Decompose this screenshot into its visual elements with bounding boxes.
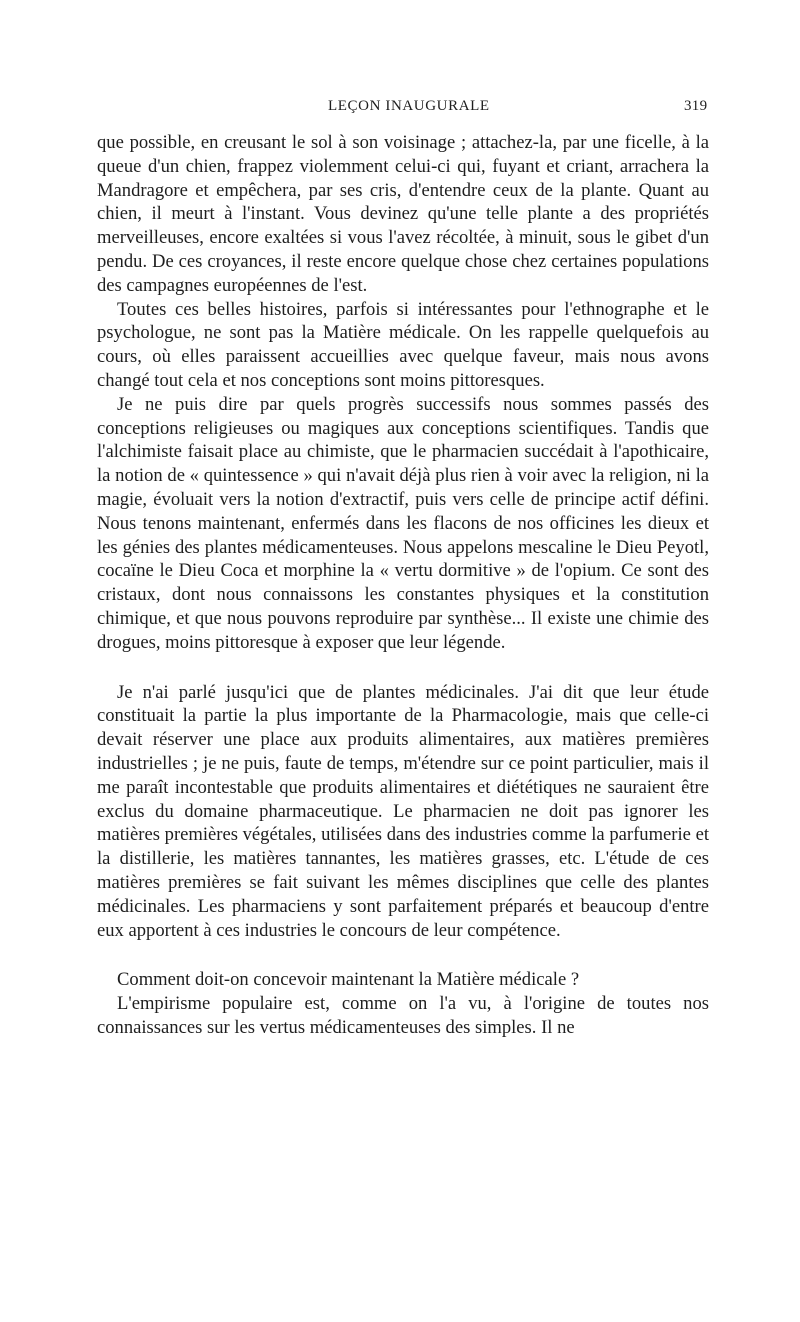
running-title: LEÇON INAUGURALE [328,98,490,114]
paragraph: Je n'ai parlé jusqu'ici que de plantes médicinales. J'ai dit que leur étude constituait la partie la plus importante de la Pharmacologie, mais que celle-ci devait réserver une place aux produits alimentaires, aux matières premières industrielles ; je ne puis, faute de temps, m'étendre sur ce point particulier, mais il me paraît incontestable que produits alimentaires et diététiques ne sauraient être exclus du domaine pharmaceutique. Le pharmacien ne doit pas ignorer les matières premières végétales, utilisées dans des industries comme la parfumerie et la distillerie, les matières tannantes, les matières grasses, etc. L'étude de ces matières premières se fait suivant les mêmes disciplines que celle des plantes médicinales. Les pharmaciens y sont parfaitement préparés et beaucoup d'entre eux apportent à ces industries le concours de leur compétence. [97,681,709,941]
body-text [97,131,709,1040]
paragraph: que possible, en creusant le sol à son voisinage ; attachez-la, par une ficelle, à la queue d'un chien, frappez violemment celui-ci qui, fuyant et criant, arrachera la Mandragore et empêchera, par ses cris, d'entendre ceux de la plante. Quant au chien, il meurt à l'instant. Vous devinez qu'une telle plante a des propriétés merveilleuses, encore exaltées si vous l'avez récoltée, à minuit, sous le gibet d'un pendu. De ces croyances, il reste encore quelque chose chez certaines populations des campagnes européennes de l'est. [97,132,709,296]
page-number: 319 [684,98,708,114]
section-gap [97,655,709,681]
paragraph: Je ne puis dire par quels progrès successifs nous sommes passés des conceptions religieuses ou magiques aux conceptions scientifiques. Tandis que l'alchimiste faisait place au chimiste, que le pharmacien succédait à l'apothicaire, la notion de « quintessence » qui n'avait déjà plus rien à voir avec la religion, ni la magie, évoluait vers la notion d'extractif, puis vers celle de principe actif défini. Nous tenons maintenant, enfermés dans les flacons de nos officines les dieux et les génies des plantes médicamenteuses. Nous appelons mescaline le Dieu Peyotl, cocaïne le Dieu Coca et morphine la « vertu dormitive » de l'opium. Ce sont des cristaux, dont nous connaissons les constantes physiques et la constitution chimique, et que nous pouvons reproduire par synthèse... Il existe une chimie des drogues, moins pittoresque à exposer que leur légende. [97,393,709,653]
running-head [0,98,800,122]
paragraph: L'empirisme populaire est, comme on l'a vu, à l'origine de toutes nos connaissances sur les vertus médicamenteuses des simples. Il ne [97,993,709,1038]
section-gap [97,942,709,968]
paragraph: Toutes ces belles histoires, parfois si intéressantes pour l'ethnographe et le psychologue, ne sont pas la Matière médicale. On les rappelle quelquefois au cours, où elles paraissent accueillies avec quelque faveur, mais nous avons changé tout cela et nos conceptions sont moins pittoresques. [97,298,709,391]
paragraph: Comment doit-on concevoir maintenant la Matière médicale ? [117,969,580,991]
